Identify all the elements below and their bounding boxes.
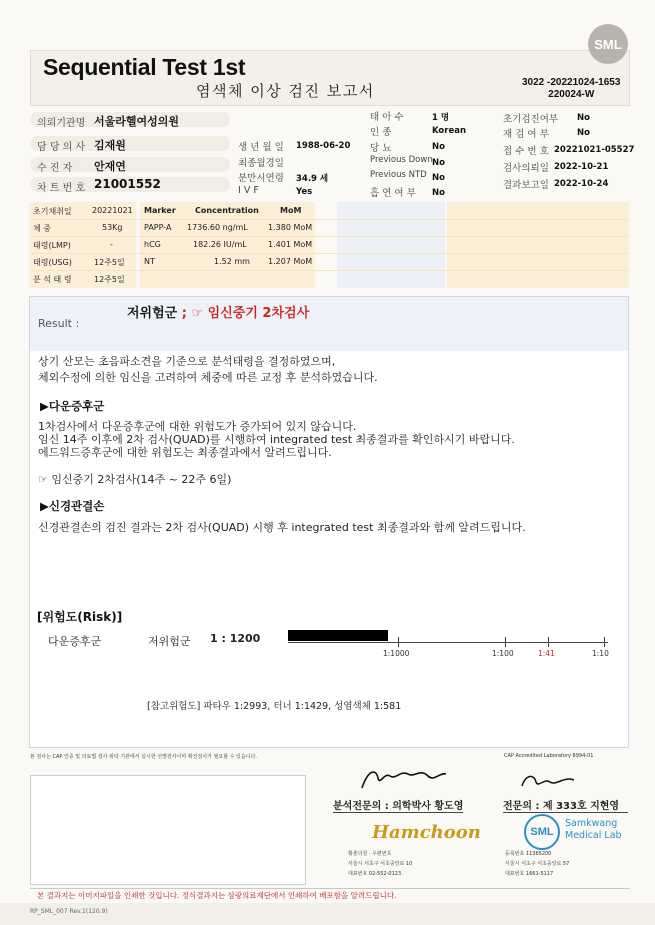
marker-name: hCG bbox=[144, 240, 161, 249]
report-subtitle: 염색체 이상 검진 보고서 bbox=[196, 82, 375, 100]
sample-value: - bbox=[110, 240, 113, 249]
ivf-value: Yes bbox=[296, 187, 313, 197]
result-recommendation: ; ☞ 임신중기 2차검사 bbox=[181, 306, 310, 321]
sample-value: 53Kg bbox=[102, 223, 123, 232]
document-number-line2: 220024-W bbox=[548, 89, 595, 100]
marker-header: Marker bbox=[144, 206, 176, 215]
risk-tick-label-cutoff: 1:41 bbox=[538, 649, 555, 658]
mom-header: MoM bbox=[280, 206, 302, 215]
ivf-label: I V F bbox=[238, 185, 259, 196]
down-syndrome-heading: ▶다운증후군 bbox=[40, 399, 105, 413]
right-address: 서울시 서초구 서초중앙로 57 bbox=[505, 861, 570, 867]
report-date-label: 결과보고일 bbox=[503, 180, 549, 191]
previous-ntd-value: No bbox=[432, 173, 445, 183]
footer-note: 본 결과지는 이미지파일을 인쇄한 것입니다. 정식결과지는 삼광의료재단에서 인쇄하여 배포함을 알려드립니다. bbox=[37, 891, 397, 900]
document-number-line1: 3022 -20221024-1653 bbox=[522, 77, 621, 88]
sample-label: 분 석 태 령 bbox=[33, 275, 72, 284]
fine-print-right: CAP Accredited Laboratory 8994-01 bbox=[504, 753, 594, 759]
lab-name-line1: Samkwang bbox=[565, 818, 618, 829]
fine-print-left: 본 검사는 CAP 인증 및 의료법 검사 위탁 기관에서 실시한 선별검사이며 확진검사가 필요할 수 있습니다. bbox=[30, 754, 257, 760]
left-address: 황춘의원 · 우편번호 bbox=[348, 851, 392, 857]
request-date-label: 검사의뢰일 bbox=[503, 163, 549, 174]
retest-value: No bbox=[577, 128, 590, 138]
risk-bar bbox=[288, 630, 388, 641]
specialist-role: 전문의 : 제 333호 지현영 bbox=[503, 801, 620, 812]
down-syndrome-line: 임신 14주 이후에 2차 검사(QUAD)를 시행하여 integrated test 최종결과를 확인하시기 바랍니다. bbox=[38, 433, 515, 446]
ntd-heading: ▶신경관결손 bbox=[40, 499, 105, 513]
previous-ntd-label: Previous NTD bbox=[370, 170, 427, 180]
risk-scale bbox=[288, 630, 608, 660]
sample-label: 태령(USG) bbox=[33, 258, 72, 267]
race-value: Korean bbox=[432, 126, 467, 136]
initial-screen-value: No bbox=[577, 113, 590, 123]
hamchoon-logo: Hamchoon bbox=[372, 822, 481, 843]
sample-value: 12주5일 bbox=[94, 258, 125, 267]
document-number bbox=[522, 77, 620, 101]
marker-name: NT bbox=[144, 257, 155, 266]
sml-logo: SML bbox=[588, 24, 628, 64]
risk-ratio: 1 : 1200 bbox=[210, 632, 261, 645]
left-address: 대표번호 02-552-0123 bbox=[348, 871, 402, 877]
report-date-value: 2022-10-24 bbox=[554, 179, 609, 189]
intro-line: 상기 산모는 초음파소견을 기준으로 분석태령을 결정하였으며, bbox=[38, 355, 336, 368]
race-label: 인 종 bbox=[370, 127, 392, 138]
result-summary bbox=[127, 302, 309, 321]
lab-name-line2: Medical Lab bbox=[565, 830, 622, 841]
footer-divider bbox=[30, 888, 630, 889]
risk-condition: 다운증후군 bbox=[48, 635, 102, 648]
signature-right-icon bbox=[518, 770, 578, 792]
down-syndrome-line: 에드워드증후군에 대한 위험도는 최종결과에서 알려드립니다. bbox=[38, 446, 332, 459]
patient-value: 안재연 bbox=[94, 160, 126, 173]
request-date-value: 2022-10-21 bbox=[554, 162, 609, 172]
fetus-count-label: 태 아 수 bbox=[370, 112, 404, 123]
marker-mom: 1.207 MoM bbox=[268, 257, 313, 266]
delivery-age-label: 분만시연령 bbox=[238, 173, 284, 184]
right-address: 대표번호 1661-5117 bbox=[505, 871, 554, 877]
risk-title: [위험도(Risk)] bbox=[37, 610, 123, 624]
sample-label: 체 중 bbox=[33, 224, 51, 233]
risk-tick-cutoff bbox=[548, 637, 549, 647]
grid-line bbox=[29, 270, 629, 271]
analyst-role: 분석전문의 : 의학박사 황도영 bbox=[333, 801, 464, 812]
sample-label: 초기채취일 bbox=[33, 207, 72, 216]
requesting-clinic-value: 서울라헬여성의원 bbox=[94, 115, 180, 128]
report-title: Sequential Test 1st bbox=[43, 54, 246, 80]
initial-screen-label: 초기검진여부 bbox=[503, 114, 559, 125]
reference-risk: [참고위험도] 파타우 1:2993, 터너 1:1429, 성염색체 1:581 bbox=[147, 701, 402, 712]
chart-number-value: 21001552 bbox=[94, 177, 161, 191]
risk-tick-label: 1:10 bbox=[592, 649, 609, 658]
result-label: Result : bbox=[38, 317, 80, 330]
doctor-value: 김재원 bbox=[94, 139, 126, 152]
patient-label: 수 진 자 bbox=[37, 163, 73, 174]
extra-box-right bbox=[447, 202, 629, 288]
birthdate-label: 생 년 월 일 bbox=[238, 142, 284, 153]
previous-down-label: Previous Down bbox=[370, 155, 433, 165]
grid-line bbox=[29, 219, 629, 220]
risk-level: 저위험군 bbox=[148, 635, 191, 648]
diabetes-value: No bbox=[432, 142, 445, 152]
risk-tick bbox=[604, 637, 605, 647]
smoking-label: 흡 연 여 부 bbox=[370, 188, 416, 199]
next-test-note: ☞ 임신중기 2차검사(14주 ~ 22주 6일) bbox=[38, 473, 232, 486]
sample-value: 12주5일 bbox=[94, 275, 125, 284]
form-code: RP_SML_007 Rev.1(120.9) bbox=[30, 908, 108, 915]
concentration-header: Concentration bbox=[195, 206, 259, 215]
marker-concentration: 1.52 mm bbox=[214, 257, 250, 266]
requesting-clinic-label: 의뢰기관명 bbox=[37, 118, 86, 129]
signature-left-icon bbox=[358, 764, 448, 794]
marker-name: PAPP-A bbox=[144, 223, 172, 232]
risk-tick bbox=[398, 637, 399, 647]
marker-mom: 1.380 MoM bbox=[268, 223, 313, 232]
risk-tick-label: 1:1000 bbox=[383, 649, 410, 658]
sample-label: 태령(LMP) bbox=[33, 241, 71, 250]
doctor-label: 담 당 의 사 bbox=[37, 142, 86, 153]
receipt-number-label: 접 수 번 호 bbox=[503, 146, 549, 157]
receipt-number-value: 20221021-05527 bbox=[554, 145, 635, 155]
risk-tick bbox=[505, 637, 506, 647]
result-risk-level: 저위험군 bbox=[127, 306, 178, 321]
sml-lab-logo-icon: SML bbox=[524, 814, 560, 850]
fetus-count-value: 1 명 bbox=[432, 113, 450, 123]
risk-axis bbox=[288, 642, 608, 643]
lmp-label: 최종월경일 bbox=[238, 158, 284, 169]
ntd-line: 신경관결손의 검진 결과는 2차 검사(QUAD) 시행 후 integrated test 최종결과와 함께 알려드립니다. bbox=[38, 521, 526, 534]
signature-line bbox=[503, 812, 628, 813]
sample-value: 20221021 bbox=[92, 206, 133, 215]
risk-tick-label: 1:100 bbox=[492, 649, 514, 658]
right-address: 등록번호 11365200 bbox=[505, 851, 552, 857]
birthdate-value: 1988-06-20 bbox=[296, 141, 351, 151]
diabetes-label: 당 뇨 bbox=[370, 143, 392, 154]
marker-concentration: 182.26 IU/mL bbox=[193, 240, 247, 249]
signature-line bbox=[333, 812, 463, 813]
down-syndrome-line: 1차검사에서 다운증후군에 대한 위험도가 증가되어 있지 않습니다. bbox=[38, 420, 357, 433]
smoking-value: No bbox=[432, 188, 445, 198]
extra-box-left bbox=[337, 202, 445, 288]
delivery-age-value: 34.9 세 bbox=[296, 174, 329, 184]
left-address: 서울시 서초구 서초중앙로 10 bbox=[348, 861, 413, 867]
grid-line bbox=[29, 236, 629, 237]
grid-line bbox=[29, 253, 629, 254]
previous-down-value: No bbox=[432, 158, 445, 168]
chart-number-label: 차 트 번 호 bbox=[37, 183, 86, 194]
memo-box bbox=[30, 775, 306, 885]
result-summary-band bbox=[30, 297, 628, 351]
marker-mom: 1.401 MoM bbox=[268, 240, 313, 249]
retest-label: 재 검 여 부 bbox=[503, 129, 549, 140]
intro-line: 체외수정에 의한 임신을 고려하여 체중에 따른 교정 후 분석하였습니다. bbox=[38, 371, 378, 384]
marker-concentration: 1736.60 ng/mL bbox=[187, 223, 248, 232]
